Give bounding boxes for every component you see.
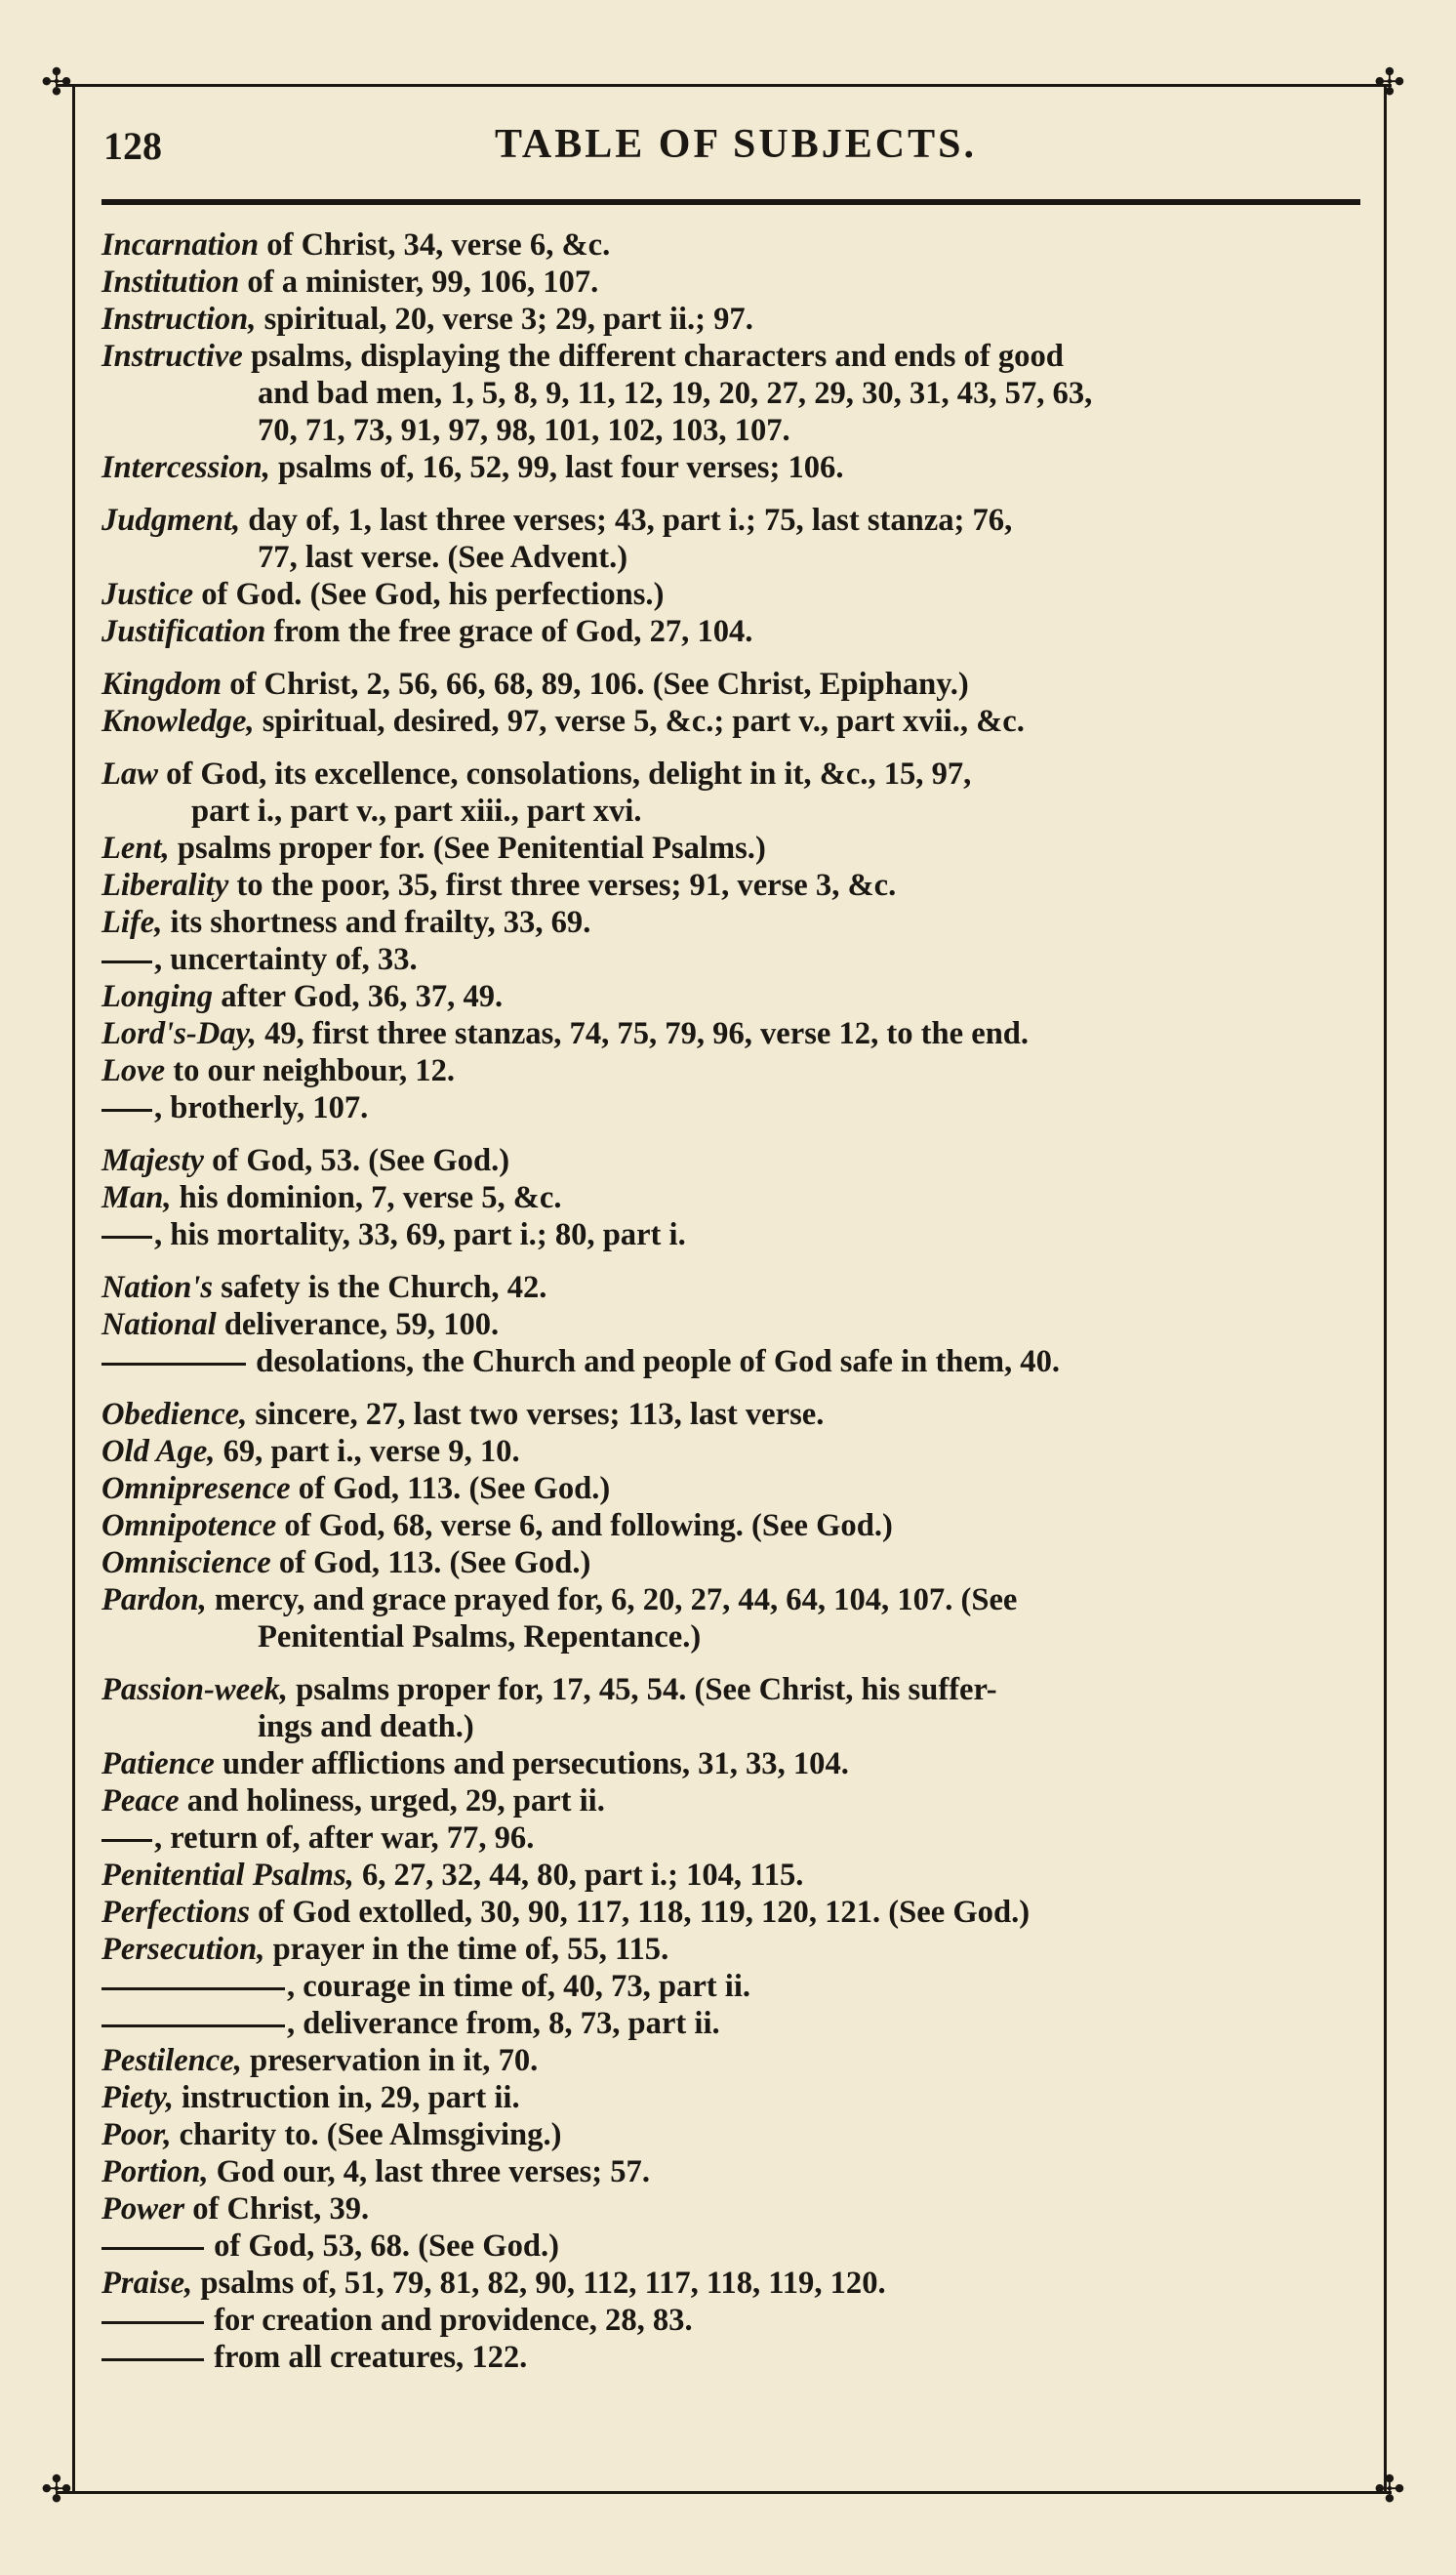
index-entry [101, 756, 1370, 830]
entry-line [101, 2153, 1370, 2190]
entry-heading: Passion-week, [101, 1672, 288, 1707]
entry-text: instruction in, 29, part ii. [173, 2080, 520, 2115]
entry-text: psalms of, 16, 52, 99, last four verses; 106. [269, 450, 844, 485]
entry-line [101, 1470, 1370, 1507]
entry-heading: Obedience, [101, 1397, 248, 1432]
index-entry [101, 1343, 1370, 1380]
index-entry [101, 941, 1370, 978]
right-border-rule [1384, 86, 1387, 2491]
entry-text: desolations, the Church and people of God safe in them, 40. [248, 1344, 1061, 1379]
entry-text: of God, 53. (See God.) [203, 1143, 510, 1178]
ditto-dash [101, 2321, 204, 2324]
entry-heading: Law [101, 756, 158, 792]
entry-text: after God, 36, 37, 49. [213, 979, 504, 1014]
entry-line [101, 1142, 1370, 1179]
corner-ornament-icon: ✣ [41, 62, 72, 103]
entry-heading: Institution [101, 265, 240, 300]
entry-heading: Lord's-Day, [101, 1016, 257, 1051]
entry-text: of a minister, 99, 106, 107. [239, 265, 599, 300]
index-entry [101, 2005, 1370, 2042]
ditto-dash [101, 2024, 285, 2027]
entry-line [101, 2116, 1370, 2153]
entry-text: , his mortality, 33, 69, part i.; 80, part i. [154, 1217, 686, 1252]
entry-line [101, 703, 1370, 740]
entry-line [101, 576, 1370, 613]
entry-heading: Patience [101, 1746, 215, 1781]
running-header [101, 117, 1370, 176]
entry-heading: Life, [101, 905, 163, 940]
entry-text: , return of, after war, 77, 96. [154, 1820, 535, 1856]
entry-heading: Love [101, 1053, 166, 1088]
entry-text: charity to. (See Almsgiving.) [171, 2117, 562, 2152]
index-entry [101, 1931, 1370, 1968]
bottom-border-rule [57, 2491, 1392, 2494]
entry-heading: Penitential Psalms, [101, 1858, 354, 1893]
entry-heading: Poor, [101, 2117, 172, 2152]
entry-line [101, 2265, 1370, 2302]
entry-line [101, 1269, 1370, 1306]
corner-ornament-icon: ✣ [1374, 2470, 1405, 2511]
entry-line [101, 756, 1370, 793]
entry-line [101, 1306, 1370, 1343]
index-entry [101, 2339, 1370, 2376]
index-entry [101, 1507, 1370, 1544]
entry-text: its shortness and frailty, 33, 69. [162, 905, 591, 940]
entry-continuation: 77, last verse. (See Advent.) [258, 540, 628, 575]
entry-text: for creation and providence, 28, 83. [206, 2303, 693, 2338]
entry-line [101, 2228, 1370, 2265]
entry-line [101, 1857, 1370, 1894]
entry-line [101, 1433, 1370, 1470]
entry-line [101, 666, 1370, 703]
entry-text: of God, its excellence, consolations, delight in it, &c., 15, 97, [157, 756, 972, 792]
entry-line [101, 449, 1370, 486]
entry-line [101, 1507, 1370, 1544]
index-entry [101, 2116, 1370, 2153]
index-entry [101, 338, 1370, 449]
entry-line [101, 1581, 1370, 1618]
entry-line [101, 1015, 1370, 1052]
entry-heading: Old Age, [101, 1434, 216, 1469]
top-border-rule [57, 84, 1392, 87]
entry-text: , courage in time of, 40, 73, part ii. [287, 1969, 751, 2004]
entry-text: and holiness, urged, 29, part ii. [179, 1783, 605, 1819]
entry-line [101, 1544, 1370, 1581]
entry-text: mercy, and grace prayed for, 6, 20, 27, 44, 64, 104, 107. (See [206, 1582, 1018, 1617]
entry-line [101, 502, 1370, 539]
entry-text: psalms of, 51, 79, 81, 82, 90, 112, 117, 118, 119, 120. [192, 2266, 886, 2301]
index-entry [101, 2153, 1370, 2190]
entry-text: preservation in it, 70. [241, 2043, 539, 2078]
index-entry [101, 1306, 1370, 1343]
entry-line [101, 301, 1370, 338]
entry-line [101, 2302, 1370, 2339]
entry-text: sincere, 27, last two verses; 113, last verse. [247, 1397, 825, 1432]
entry-text: from all creatures, 122. [206, 2340, 528, 2375]
entry-heading: Praise, [101, 2266, 193, 2301]
index-entry [101, 1216, 1370, 1253]
entry-line [101, 1052, 1370, 1089]
entry-text: psalms proper for, 17, 45, 54. (See Christ, his suffer- [287, 1672, 997, 1707]
index-entry [101, 2190, 1370, 2228]
entry-line [101, 338, 1370, 375]
corner-ornament-icon: ✣ [1374, 62, 1405, 103]
entry-text: to our neighbour, 12. [165, 1053, 456, 1088]
entry-line [101, 830, 1370, 867]
index-entry [101, 2079, 1370, 2116]
entry-heading: Instruction, [101, 302, 257, 337]
index-entry [101, 1968, 1370, 2005]
entry-line [101, 2079, 1370, 2116]
entry-heading: Man, [101, 1180, 172, 1215]
index-entry [101, 1089, 1370, 1126]
entry-heading: Justification [101, 614, 266, 649]
ditto-dash [101, 1987, 285, 1990]
left-border-rule [72, 86, 75, 2491]
index-entry [101, 867, 1370, 904]
entry-line [101, 226, 1370, 264]
entry-line [101, 1343, 1370, 1380]
entry-text: day of, 1, last three verses; 43, part i.; 75, last stanza; 76, [240, 503, 1013, 538]
entry-heading: Omnipresence [101, 1471, 291, 1506]
entry-line [101, 1894, 1370, 1931]
entry-text: his dominion, 7, verse 5, &c. [171, 1180, 562, 1215]
entry-line [101, 867, 1370, 904]
entry-heading: Kingdom [101, 667, 222, 702]
entry-text: under afflictions and persecutions, 31, 33, 104. [214, 1746, 849, 1781]
entry-line [101, 1671, 1370, 1708]
entry-line [101, 1931, 1370, 1968]
entry-text: of Christ, 34, verse 6, &c. [259, 227, 611, 263]
entry-heading: Piety, [101, 2080, 174, 2115]
entry-heading: Incarnation [101, 227, 260, 263]
index-entry [101, 613, 1370, 650]
entry-line [101, 1745, 1370, 1782]
entry-heading: Lent, [101, 831, 170, 866]
entry-text: spiritual, 20, verse 3; 29, part ii.; 97. [256, 302, 753, 337]
entry-line [101, 2005, 1370, 2042]
entry-line [101, 904, 1370, 941]
entry-continuation: ings and death.) [258, 1709, 474, 1744]
entry-heading: Power [101, 2191, 185, 2227]
ditto-dash [101, 1363, 246, 1366]
entry-text: of God, 68, verse 6, and following. (See God.) [276, 1508, 893, 1543]
index-entry [101, 1396, 1370, 1433]
entry-heading: Pardon, [101, 1582, 207, 1617]
entry-heading: Intercession, [101, 450, 270, 485]
entry-text: to the poor, 35, first three verses; 91, verse 3, &c. [228, 868, 897, 903]
entry-text: of Christ, 39. [184, 2191, 370, 2227]
index-entry [101, 2302, 1370, 2339]
index-entry [101, 2228, 1370, 2265]
entry-heading: Peace [101, 1783, 180, 1819]
index-entry [101, 978, 1370, 1015]
index-entry [101, 1015, 1370, 1052]
index-entry [101, 1857, 1370, 1894]
ditto-dash [101, 961, 152, 963]
entry-text: psalms, displaying the different characters and ends of good [242, 339, 1064, 374]
index-entry [101, 449, 1370, 486]
index-entry [101, 666, 1370, 703]
page-title: TABLE OF SUBJECTS. [495, 122, 977, 167]
index-entry [101, 904, 1370, 941]
entry-line [101, 978, 1370, 1015]
entry-text: from the free grace of God, 27, 104. [265, 614, 753, 649]
index-entry [101, 226, 1370, 264]
entry-text: safety is the Church, 42. [213, 1270, 547, 1305]
entry-heading: Justice [101, 577, 194, 612]
entry-heading: Majesty [101, 1143, 204, 1178]
entry-continuation: part i., part v., part xiii., part xvi. [191, 794, 642, 829]
entry-text: 6, 27, 32, 44, 80, part i.; 104, 115. [353, 1858, 804, 1893]
entry-continuation: Penitential Psalms, Repentance.) [258, 1619, 702, 1655]
index-entry [101, 1745, 1370, 1782]
index-entry [101, 576, 1370, 613]
entry-heading: Pestilence, [101, 2043, 242, 2078]
entry-line [101, 1179, 1370, 1216]
index-entry [101, 2265, 1370, 2302]
entry-text: 69, part i., verse 9, 10. [215, 1434, 520, 1469]
entry-heading: Perfections [101, 1895, 250, 1930]
index-entry [101, 502, 1370, 576]
entry-text: of God. (See God, his perfections.) [193, 577, 665, 612]
entry-heading: Persecution, [101, 1932, 265, 1967]
entry-line [101, 2190, 1370, 2228]
index-entry [101, 2042, 1370, 2079]
index-entry [101, 301, 1370, 338]
index-entry [101, 1052, 1370, 1089]
entry-line [101, 1819, 1370, 1857]
entry-heading: Liberality [101, 868, 229, 903]
entry-line [101, 2042, 1370, 2079]
index-entry [101, 1544, 1370, 1581]
index-entry [101, 1470, 1370, 1507]
entry-heading: Portion, [101, 2154, 209, 2189]
entry-continuation: 70, 71, 73, 91, 97, 98, 101, 102, 103, 107. [258, 413, 790, 448]
subject-index [101, 226, 1370, 2376]
entry-heading: Omniscience [101, 1545, 271, 1580]
entry-text: of God, 113. (See God.) [290, 1471, 611, 1506]
entry-text: prayer in the time of, 55, 115. [264, 1932, 669, 1967]
index-entry [101, 1142, 1370, 1179]
entry-text: of God, 53, 68. (See God.) [206, 2228, 559, 2264]
index-entry [101, 1819, 1370, 1857]
entry-line [101, 2339, 1370, 2376]
entry-text: 49, first three stanzas, 74, 75, 79, 96, verse 12, to the end. [256, 1016, 1030, 1051]
entry-line [101, 941, 1370, 978]
index-entry [101, 264, 1370, 301]
corner-ornament-icon: ✣ [41, 2470, 72, 2511]
header-rule [101, 199, 1360, 205]
index-entry [101, 1581, 1370, 1655]
entry-text: , uncertainty of, 33. [154, 942, 418, 977]
index-entry [101, 1894, 1370, 1931]
entry-text: of God extolled, 30, 90, 117, 118, 119, 120, 121. (See God.) [250, 1895, 1031, 1930]
entry-text: deliverance, 59, 100. [216, 1307, 500, 1342]
entry-text: spiritual, desired, 97, verse 5, &c.; part v., part xvii., &c. [254, 704, 1025, 739]
index-entry [101, 703, 1370, 740]
entry-heading: Nation's [101, 1270, 214, 1305]
index-entry [101, 830, 1370, 867]
index-entry [101, 1433, 1370, 1470]
entry-heading: Longing [101, 979, 214, 1014]
entry-line [101, 613, 1370, 650]
entry-continuation: and bad men, 1, 5, 8, 9, 11, 12, 19, 20, 27, 29, 30, 31, 43, 57, 63, [258, 376, 1093, 411]
entry-heading: National [101, 1307, 217, 1342]
ditto-dash [101, 2358, 204, 2361]
index-entry [101, 1179, 1370, 1216]
index-entry [101, 1671, 1370, 1745]
page-number: 128 [103, 124, 162, 168]
ditto-dash [101, 1236, 152, 1239]
entry-heading: Omnipotence [101, 1508, 277, 1543]
entry-line [101, 1396, 1370, 1433]
ditto-dash [101, 1109, 152, 1112]
entry-line [101, 1968, 1370, 2005]
entry-line [101, 1216, 1370, 1253]
entry-text: of Christ, 2, 56, 66, 68, 89, 106. (See Christ, Epiphany.) [222, 667, 969, 702]
entry-text: , deliverance from, 8, 73, part ii. [287, 2006, 720, 2041]
entry-heading: Judgment, [101, 503, 241, 538]
entry-line [101, 264, 1370, 301]
entry-heading: Instructive [101, 339, 243, 374]
index-entry [101, 1269, 1370, 1306]
entry-text: , brotherly, 107. [154, 1090, 369, 1125]
entry-text: psalms proper for. (See Penitential Psalms.) [169, 831, 766, 866]
entry-text: of God, 113. (See God.) [270, 1545, 591, 1580]
entry-heading: Knowledge, [101, 704, 255, 739]
entry-line [101, 1089, 1370, 1126]
index-entry [101, 1782, 1370, 1819]
ditto-dash [101, 2247, 204, 2250]
entry-line [101, 1782, 1370, 1819]
entry-text: God our, 4, last three verses; 57. [208, 2154, 650, 2189]
ditto-dash [101, 1839, 152, 1842]
